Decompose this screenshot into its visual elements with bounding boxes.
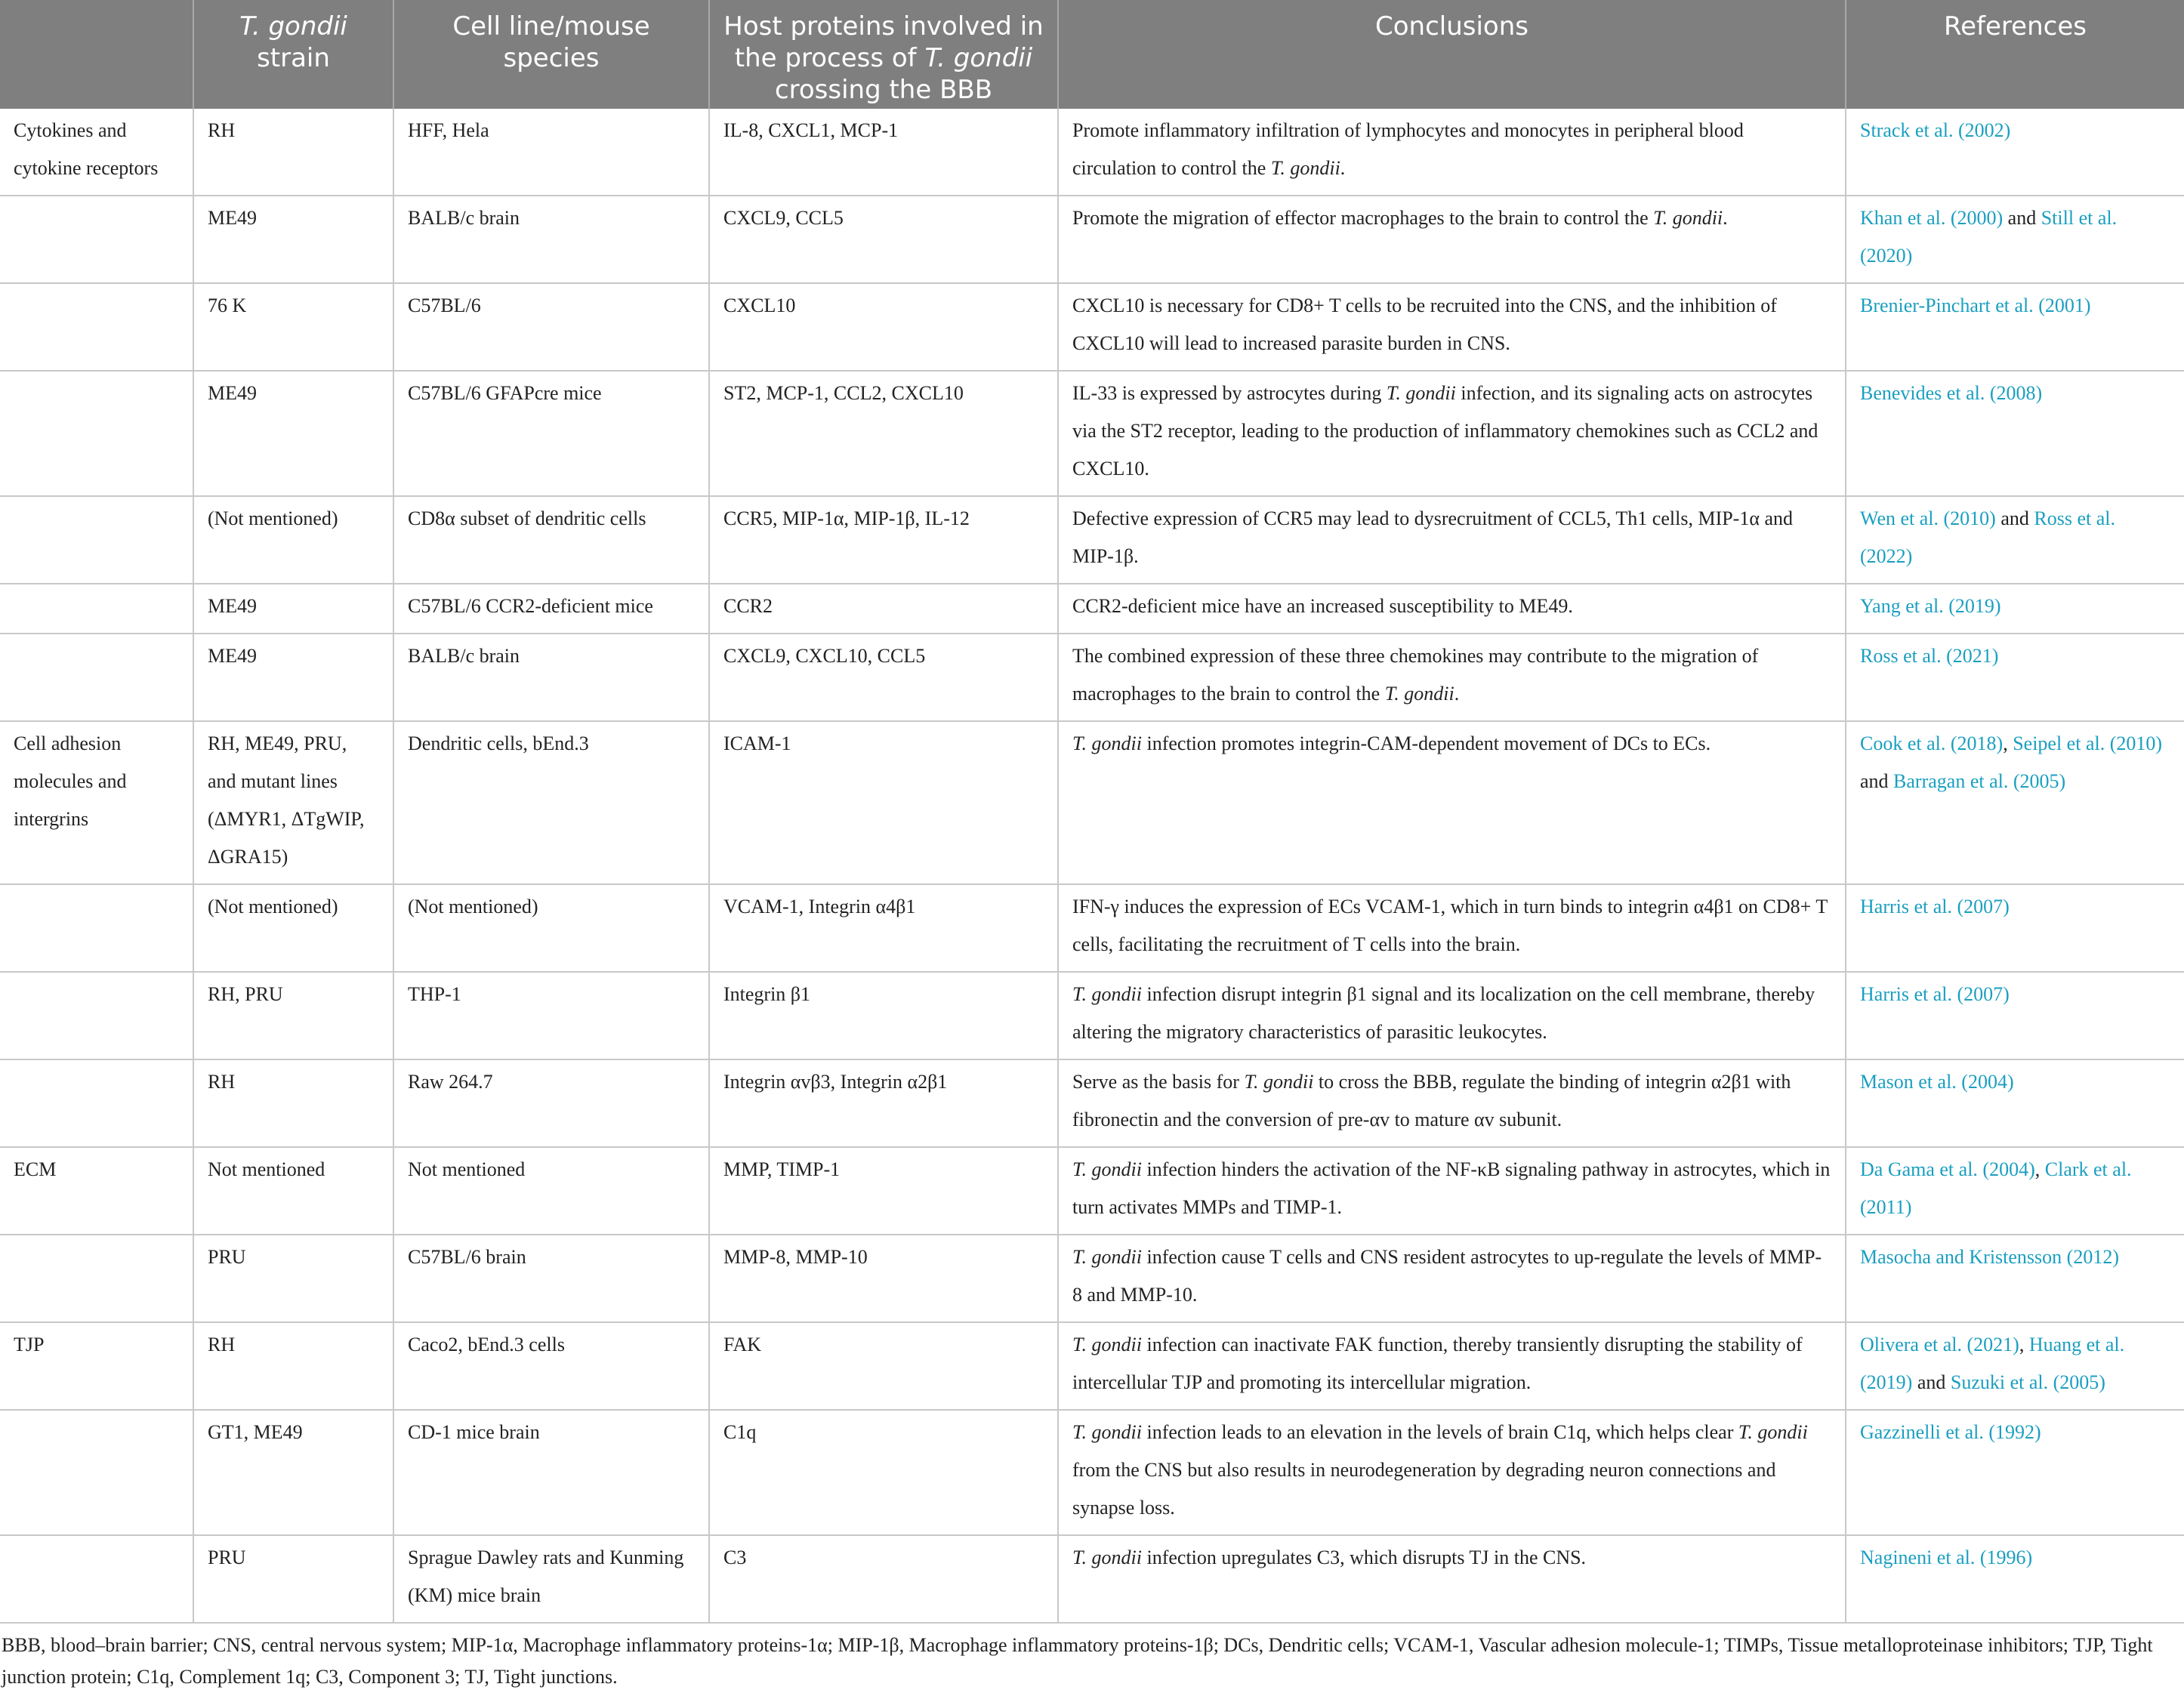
strain-cell: [193, 584, 393, 634]
references-cell: [1846, 371, 2184, 496]
cell-line-cell: [393, 496, 709, 584]
strain-cell: [193, 721, 393, 884]
table-row: [0, 721, 2184, 884]
references-cell: [1846, 109, 2184, 196]
reference-connector: and: [1912, 1371, 1951, 1393]
reference-link[interactable]: Da Gama et al. (2004): [1860, 1158, 2035, 1180]
category-cell-text: ECM: [14, 1158, 57, 1180]
species-name-italic: T. gondii: [1384, 683, 1454, 705]
conclusion-cell: [1058, 972, 1846, 1059]
table-row: [0, 1322, 2184, 1410]
category-cell: [0, 109, 193, 196]
category-cell: [0, 972, 193, 1059]
references-cell: [1846, 721, 2184, 884]
reference-link[interactable]: Harris et al. (2007): [1860, 896, 2010, 917]
cell-line-cell: [393, 1535, 709, 1623]
strain-cell-text: ME49: [208, 595, 257, 617]
species-name-italic: T. gondii: [1072, 1334, 1142, 1355]
conclusion-text: Promote inflammatory infiltration of lymphocytes and monocytes in peripheral blood circulation to control the: [1072, 119, 1744, 179]
conclusion-cell: [1058, 1535, 1846, 1623]
cell-line-cell-text: C57BL/6 CCR2-deficient mice: [408, 595, 653, 617]
host-proteins-cell: [709, 972, 1058, 1059]
category-cell: [0, 721, 193, 884]
header-strain: [193, 0, 393, 109]
species-name-italic: T. gondii: [1270, 157, 1340, 179]
strain-cell-text: PRU: [208, 1547, 246, 1568]
species-name-italic: T. gondii: [1653, 207, 1723, 229]
category-cell: [0, 1235, 193, 1322]
host-proteins-cell-text: MMP, TIMP-1: [723, 1158, 841, 1180]
conclusion-text: .: [1454, 683, 1460, 705]
references-cell: [1846, 634, 2184, 721]
strain-cell: [193, 634, 393, 721]
host-proteins-cell: [709, 496, 1058, 584]
strain-cell-text: 76 K: [208, 295, 247, 316]
category-cell: [0, 371, 193, 496]
conclusion-text: to cross the BBB, regulate the binding of integrin α2β1 with fibronectin and the conversion of pre-αv to mature αv subunit.: [1072, 1071, 1791, 1130]
references-cell: [1846, 1235, 2184, 1322]
category-cell: [0, 634, 193, 721]
conclusion-text: IFN-γ induces the expression of ECs VCAM-1, which in turn binds to integrin α4β1 on CD8+ T cells, facilitating the recruitment of T cells into the brain.: [1072, 896, 1828, 955]
cell-line-cell: [393, 196, 709, 283]
conclusion-text: The combined expression of these three chemokines may contribute to the migration of macrophages to the brain to control the: [1072, 645, 1759, 705]
strain-cell-text: GT1, ME49: [208, 1421, 303, 1443]
conclusion-text: infection, and its signaling acts on astrocytes via the ST2 receptor, leading to the production of inflammatory chemokines such as CCL2 and CXCL10.: [1072, 382, 1818, 480]
conclusion-cell: [1058, 1059, 1846, 1147]
reference-link[interactable]: Harris et al. (2007): [1860, 983, 2010, 1005]
cell-line-cell: [393, 1059, 709, 1147]
cell-line-cell-text: Raw 264.7: [408, 1071, 493, 1093]
cell-line-cell: [393, 371, 709, 496]
table-row: [0, 584, 2184, 634]
references-cell: [1846, 1535, 2184, 1623]
cell-line-cell: [393, 634, 709, 721]
strain-cell: [193, 1235, 393, 1322]
strain-cell-text: (Not mentioned): [208, 896, 338, 917]
cell-line-cell-text: THP-1: [408, 983, 461, 1005]
conclusion-text: infection upregulates C3, which disrupts TJ in the CNS.: [1141, 1547, 1587, 1568]
cell-line-cell-text: HFF, Hela: [408, 119, 489, 141]
species-name-italic: T. gondii: [1072, 1246, 1142, 1268]
cell-line-cell-text: CD-1 mice brain: [408, 1421, 540, 1443]
host-proteins-cell: [709, 1535, 1058, 1623]
cell-line-cell: [393, 283, 709, 371]
host-proteins-cell: [709, 634, 1058, 721]
conclusion-cell: [1058, 1410, 1846, 1535]
table-row: [0, 634, 2184, 721]
cell-line-cell: [393, 1147, 709, 1235]
header-category: [0, 0, 193, 109]
conclusion-cell: [1058, 283, 1846, 371]
table-row: [0, 283, 2184, 371]
reference-link[interactable]: Strack et al. (2002): [1860, 119, 2011, 141]
references-cell: [1846, 1322, 2184, 1410]
conclusion-text: Promote the migration of effector macrophages to the brain to control the: [1072, 207, 1654, 229]
reference-link[interactable]: Barragan et al. (2005): [1893, 770, 2066, 792]
reference-link[interactable]: Masocha and Kristensson (2012): [1860, 1246, 2119, 1268]
header-text-italic: T. gondii: [924, 43, 1033, 73]
species-name-italic: T. gondii: [1072, 1158, 1142, 1180]
cell-line-cell-text: Sprague Dawley rats and Kunming (KM) mice brain: [408, 1547, 684, 1606]
host-proteins-cell: [709, 721, 1058, 884]
reference-link[interactable]: Clark et al. (2011): [1860, 1158, 2132, 1218]
references-cell: [1846, 884, 2184, 972]
conclusion-cell: [1058, 1235, 1846, 1322]
host-proteins-cell: [709, 884, 1058, 972]
conclusion-text: .: [1723, 207, 1728, 229]
strain-cell: [193, 1322, 393, 1410]
host-proteins-cell-text: C1q: [723, 1421, 757, 1443]
host-proteins-cell-text: VCAM-1, Integrin α4β1: [723, 896, 916, 917]
strain-cell: [193, 109, 393, 196]
table-row: [0, 1410, 2184, 1535]
conclusion-cell: [1058, 634, 1846, 721]
host-proteins-cell-text: ICAM-1: [723, 732, 791, 754]
host-proteins-cell-text: ST2, MCP-1, CCL2, CXCL10: [723, 382, 964, 404]
cell-line-cell: [393, 721, 709, 884]
table-row: [0, 1235, 2184, 1322]
reference-connector: and: [1995, 507, 2034, 529]
header-text: References: [1944, 11, 2087, 42]
category-cell: [0, 1147, 193, 1235]
table-body: [0, 109, 2184, 1623]
strain-cell-text: RH: [208, 1334, 236, 1355]
cell-line-cell-text: CD8α subset of dendritic cells: [408, 507, 646, 529]
references-cell: [1846, 496, 2184, 584]
conclusion-text: infection promotes integrin-CAM-dependent movement of DCs to ECs.: [1141, 732, 1711, 754]
host-proteins-cell: [709, 371, 1058, 496]
category-cell: [0, 1322, 193, 1410]
conclusion-text: infection hinders the activation of the NF-κB signaling pathway in astrocytes, which in turn activates MMPs and TIMP-1.: [1072, 1158, 1831, 1218]
host-proteins-cell: [709, 109, 1058, 196]
header-references: [1846, 0, 2184, 109]
cell-line-cell-text: C57BL/6: [408, 295, 481, 316]
strain-cell: [193, 972, 393, 1059]
host-proteins-cell: [709, 584, 1058, 634]
references-cell: [1846, 1059, 2184, 1147]
host-proteins-cell-text: Integrin β1: [723, 983, 811, 1005]
reference-link[interactable]: Yang et al. (2019): [1860, 595, 2001, 617]
header-text: strain: [257, 43, 330, 73]
conclusion-text: infection cause T cells and CNS resident astrocytes to up-regulate the levels of MMP-8 and MMP-10.: [1072, 1246, 1822, 1306]
references-cell: [1846, 196, 2184, 283]
reference-link[interactable]: Gazzinelli et al. (1992): [1860, 1421, 2041, 1443]
host-proteins-cell-text: CXCL9, CCL5: [723, 207, 844, 229]
host-proteins-cell: [709, 1147, 1058, 1235]
category-cell: [0, 1535, 193, 1623]
category-cell: [0, 884, 193, 972]
table-row: [0, 496, 2184, 584]
conclusion-text: from the CNS but also results in neurodegeneration by degrading neuron connections and synapse loss.: [1072, 1459, 1776, 1519]
reference-connector: ,: [2034, 1158, 2045, 1180]
table-footnote: BBB, blood–brain barrier; CNS, central nervous system; MIP-1α, Macrophage inflammatory proteins-1α; MIP-1β, Macrophage inflammatory proteins-1β; DCs, Dendritic cells; VCAM-1, Vascular adhesion molecule-1; TIMPs, Tissue metalloproteinase inhibitors; TJP, Tight junction protein; C1q, Complement 1q; C3, Component 3; TJ, Tight junctions.: [2, 1634, 2153, 1688]
reference-link[interactable]: Khan et al. (2000): [1860, 207, 2004, 229]
table-row: [0, 371, 2184, 496]
conclusion-cell: [1058, 109, 1846, 196]
species-name-italic: T. gondii: [1072, 732, 1142, 754]
reference-link[interactable]: Olivera et al. (2021): [1860, 1334, 2019, 1355]
header-text-italic: T. gondii: [239, 11, 347, 42]
category-cell-text: Cell adhesion molecules and intergrins: [14, 732, 127, 830]
conclusion-text: Defective expression of CCR5 may lead to dysrecruitment of CCL5, Th1 cells, MIP-1α and MIP-1β.: [1072, 507, 1794, 567]
header-text: crossing the BBB: [774, 75, 993, 105]
header-cell-line: [393, 0, 709, 109]
cell-line-cell: [393, 1235, 709, 1322]
table-row: [0, 1535, 2184, 1623]
reference-link[interactable]: Brenier-Pinchart et al. (2001): [1860, 295, 2091, 316]
category-cell: [0, 1059, 193, 1147]
cell-line-cell-text: BALB/c brain: [408, 645, 520, 667]
cell-line-cell-text: Caco2, bEnd.3 cells: [408, 1334, 565, 1355]
table-header-row: [0, 0, 2184, 109]
table-row: [0, 196, 2184, 283]
conclusion-cell: [1058, 1147, 1846, 1235]
reference-connector: and: [1860, 770, 1894, 792]
reference-link[interactable]: Nagineni et al. (1996): [1860, 1547, 2033, 1568]
reference-link[interactable]: Huang et al. (2019): [1860, 1334, 2125, 1393]
cell-line-cell-text: C57BL/6 GFAPcre mice: [408, 382, 602, 404]
reference-link[interactable]: Ross et al. (2022): [1860, 507, 2115, 567]
conclusion-cell: [1058, 196, 1846, 283]
references-cell: [1846, 1410, 2184, 1535]
conclusion-text: .: [1340, 157, 1346, 179]
header-text: Host proteins involved in the process of: [723, 11, 1044, 73]
references-cell: [1846, 584, 2184, 634]
cell-line-cell: [393, 884, 709, 972]
category-cell: [0, 496, 193, 584]
category-cell: [0, 1410, 193, 1535]
table-row: [0, 884, 2184, 972]
conclusion-text: infection leads to an elevation in the levels of brain C1q, which helps clear: [1141, 1421, 1738, 1443]
conclusion-cell: [1058, 496, 1846, 584]
strain-cell: [193, 1059, 393, 1147]
reference-link[interactable]: Cook et al. (2018): [1860, 732, 2004, 754]
cell-line-cell-text: Not mentioned: [408, 1158, 526, 1180]
host-proteins-cell-text: CXCL9, CXCL10, CCL5: [723, 645, 926, 667]
header-conclusions: [1058, 0, 1846, 109]
strain-cell-text: Not mentioned: [208, 1158, 325, 1180]
host-proteins-cell-text: CCR2: [723, 595, 773, 617]
references-cell: [1846, 283, 2184, 371]
conclusion-text: Serve as the basis for: [1072, 1071, 1245, 1093]
reference-link[interactable]: Benevides et al. (2008): [1860, 382, 2043, 404]
reference-connector: ,: [2019, 1334, 2029, 1355]
cell-line-cell: [393, 1410, 709, 1535]
host-proteins-cell-text: C3: [723, 1547, 747, 1568]
strain-cell-text: ME49: [208, 645, 257, 667]
table-row: [0, 1147, 2184, 1235]
species-name-italic: T. gondii: [1244, 1071, 1314, 1093]
cell-line-cell: [393, 972, 709, 1059]
strain-cell-text: PRU: [208, 1246, 246, 1268]
strain-cell: [193, 196, 393, 283]
reference-link[interactable]: Mason et al. (2004): [1860, 1071, 2014, 1093]
header-host-proteins: [709, 0, 1058, 109]
cell-line-cell-text: C57BL/6 brain: [408, 1246, 526, 1268]
strain-cell: [193, 884, 393, 972]
species-name-italic: T. gondii: [1072, 1547, 1142, 1568]
host-proteins-cell-text: CCR5, MIP-1α, MIP-1β, IL-12: [723, 507, 970, 529]
conclusion-text: CCR2-deficient mice have an increased susceptibility to ME49.: [1072, 595, 1573, 617]
host-proteins-cell: [709, 1410, 1058, 1535]
conclusion-text: infection disrupt integrin β1 signal and its localization on the cell membrane, thereby altering the migratory characteristics of parasitic leukocytes.: [1072, 983, 1815, 1043]
strain-cell: [193, 1147, 393, 1235]
strain-cell-text: RH, ME49, PRU, and mutant lines (ΔMYR1, ΔTgWIP, ΔGRA15): [208, 732, 365, 868]
cell-line-cell-text: BALB/c brain: [408, 207, 520, 229]
category-cell: [0, 584, 193, 634]
strain-cell-text: (Not mentioned): [208, 507, 338, 529]
category-cell: [0, 196, 193, 283]
table-row: [0, 1059, 2184, 1147]
conclusion-cell: [1058, 584, 1846, 634]
strain-cell-text: RH, PRU: [208, 983, 283, 1005]
category-cell: [0, 283, 193, 371]
conclusion-text: CXCL10 is necessary for CD8+ T cells to be recruited into the CNS, and the inhibition of CXCL10 will lead to increased parasite burden in CNS.: [1072, 295, 1777, 354]
host-proteins-cell: [709, 196, 1058, 283]
cell-line-cell: [393, 1322, 709, 1410]
strain-cell: [193, 1535, 393, 1623]
conclusion-cell: [1058, 1322, 1846, 1410]
category-cell-text: Cytokines and cytokine receptors: [14, 119, 159, 179]
reference-connector: ,: [2003, 732, 2013, 754]
conclusion-text: IL-33 is expressed by astrocytes during: [1072, 382, 1387, 404]
strain-cell: [193, 283, 393, 371]
host-proteins-cell: [709, 1322, 1058, 1410]
strain-cell-text: RH: [208, 119, 236, 141]
cell-line-cell-text: (Not mentioned): [408, 896, 538, 917]
category-cell-text: TJP: [14, 1334, 45, 1355]
reference-link[interactable]: Wen et al. (2010): [1860, 507, 1996, 529]
strain-cell-text: RH: [208, 1071, 236, 1093]
host-proteins-cell: [709, 1059, 1058, 1147]
species-name-italic: T. gondii: [1738, 1421, 1808, 1443]
cell-line-cell-text: Dendritic cells, bEnd.3: [408, 732, 589, 754]
cell-line-cell: [393, 584, 709, 634]
conclusion-cell: [1058, 884, 1846, 972]
references-cell: [1846, 1147, 2184, 1235]
table-row: [0, 972, 2184, 1059]
conclusion-cell: [1058, 371, 1846, 496]
reference-link[interactable]: Suzuki et al. (2005): [1950, 1371, 2105, 1393]
host-proteins-cell-text: MMP-8, MMP-10: [723, 1246, 868, 1268]
strain-cell: [193, 1410, 393, 1535]
cell-line-cell: [393, 109, 709, 196]
species-name-italic: T. gondii: [1386, 382, 1456, 404]
header-text: Cell line/mouse species: [452, 11, 650, 73]
host-proteins-cell-text: FAK: [723, 1334, 762, 1355]
host-proteins-cell-text: Integrin αvβ3, Integrin α2β1: [723, 1071, 948, 1093]
conclusion-text: infection can inactivate FAK function, thereby transiently disrupting the stability of intercellular TJP and promoting its intercellular migration.: [1072, 1334, 1803, 1393]
reference-connector: and: [2003, 207, 2041, 229]
strain-cell: [193, 371, 393, 496]
strain-cell: [193, 496, 393, 584]
host-proteins-cell: [709, 1235, 1058, 1322]
species-name-italic: T. gondii: [1072, 1421, 1142, 1443]
host-proteins-cell-text: IL-8, CXCL1, MCP-1: [723, 119, 899, 141]
conclusion-cell: [1058, 721, 1846, 884]
reference-link[interactable]: Seipel et al. (2010): [2013, 732, 2163, 754]
reference-link[interactable]: Still et al. (2020): [1860, 207, 2118, 267]
host-proteins-cell-text: CXCL10: [723, 295, 796, 316]
species-name-italic: T. gondii: [1072, 983, 1142, 1005]
strain-cell-text: ME49: [208, 207, 257, 229]
header-text: Conclusions: [1374, 11, 1528, 42]
reference-link[interactable]: Ross et al. (2021): [1860, 645, 1999, 667]
host-proteins-cell: [709, 283, 1058, 371]
strain-cell-text: ME49: [208, 382, 257, 404]
table-row: [0, 109, 2184, 196]
references-cell: [1846, 972, 2184, 1059]
